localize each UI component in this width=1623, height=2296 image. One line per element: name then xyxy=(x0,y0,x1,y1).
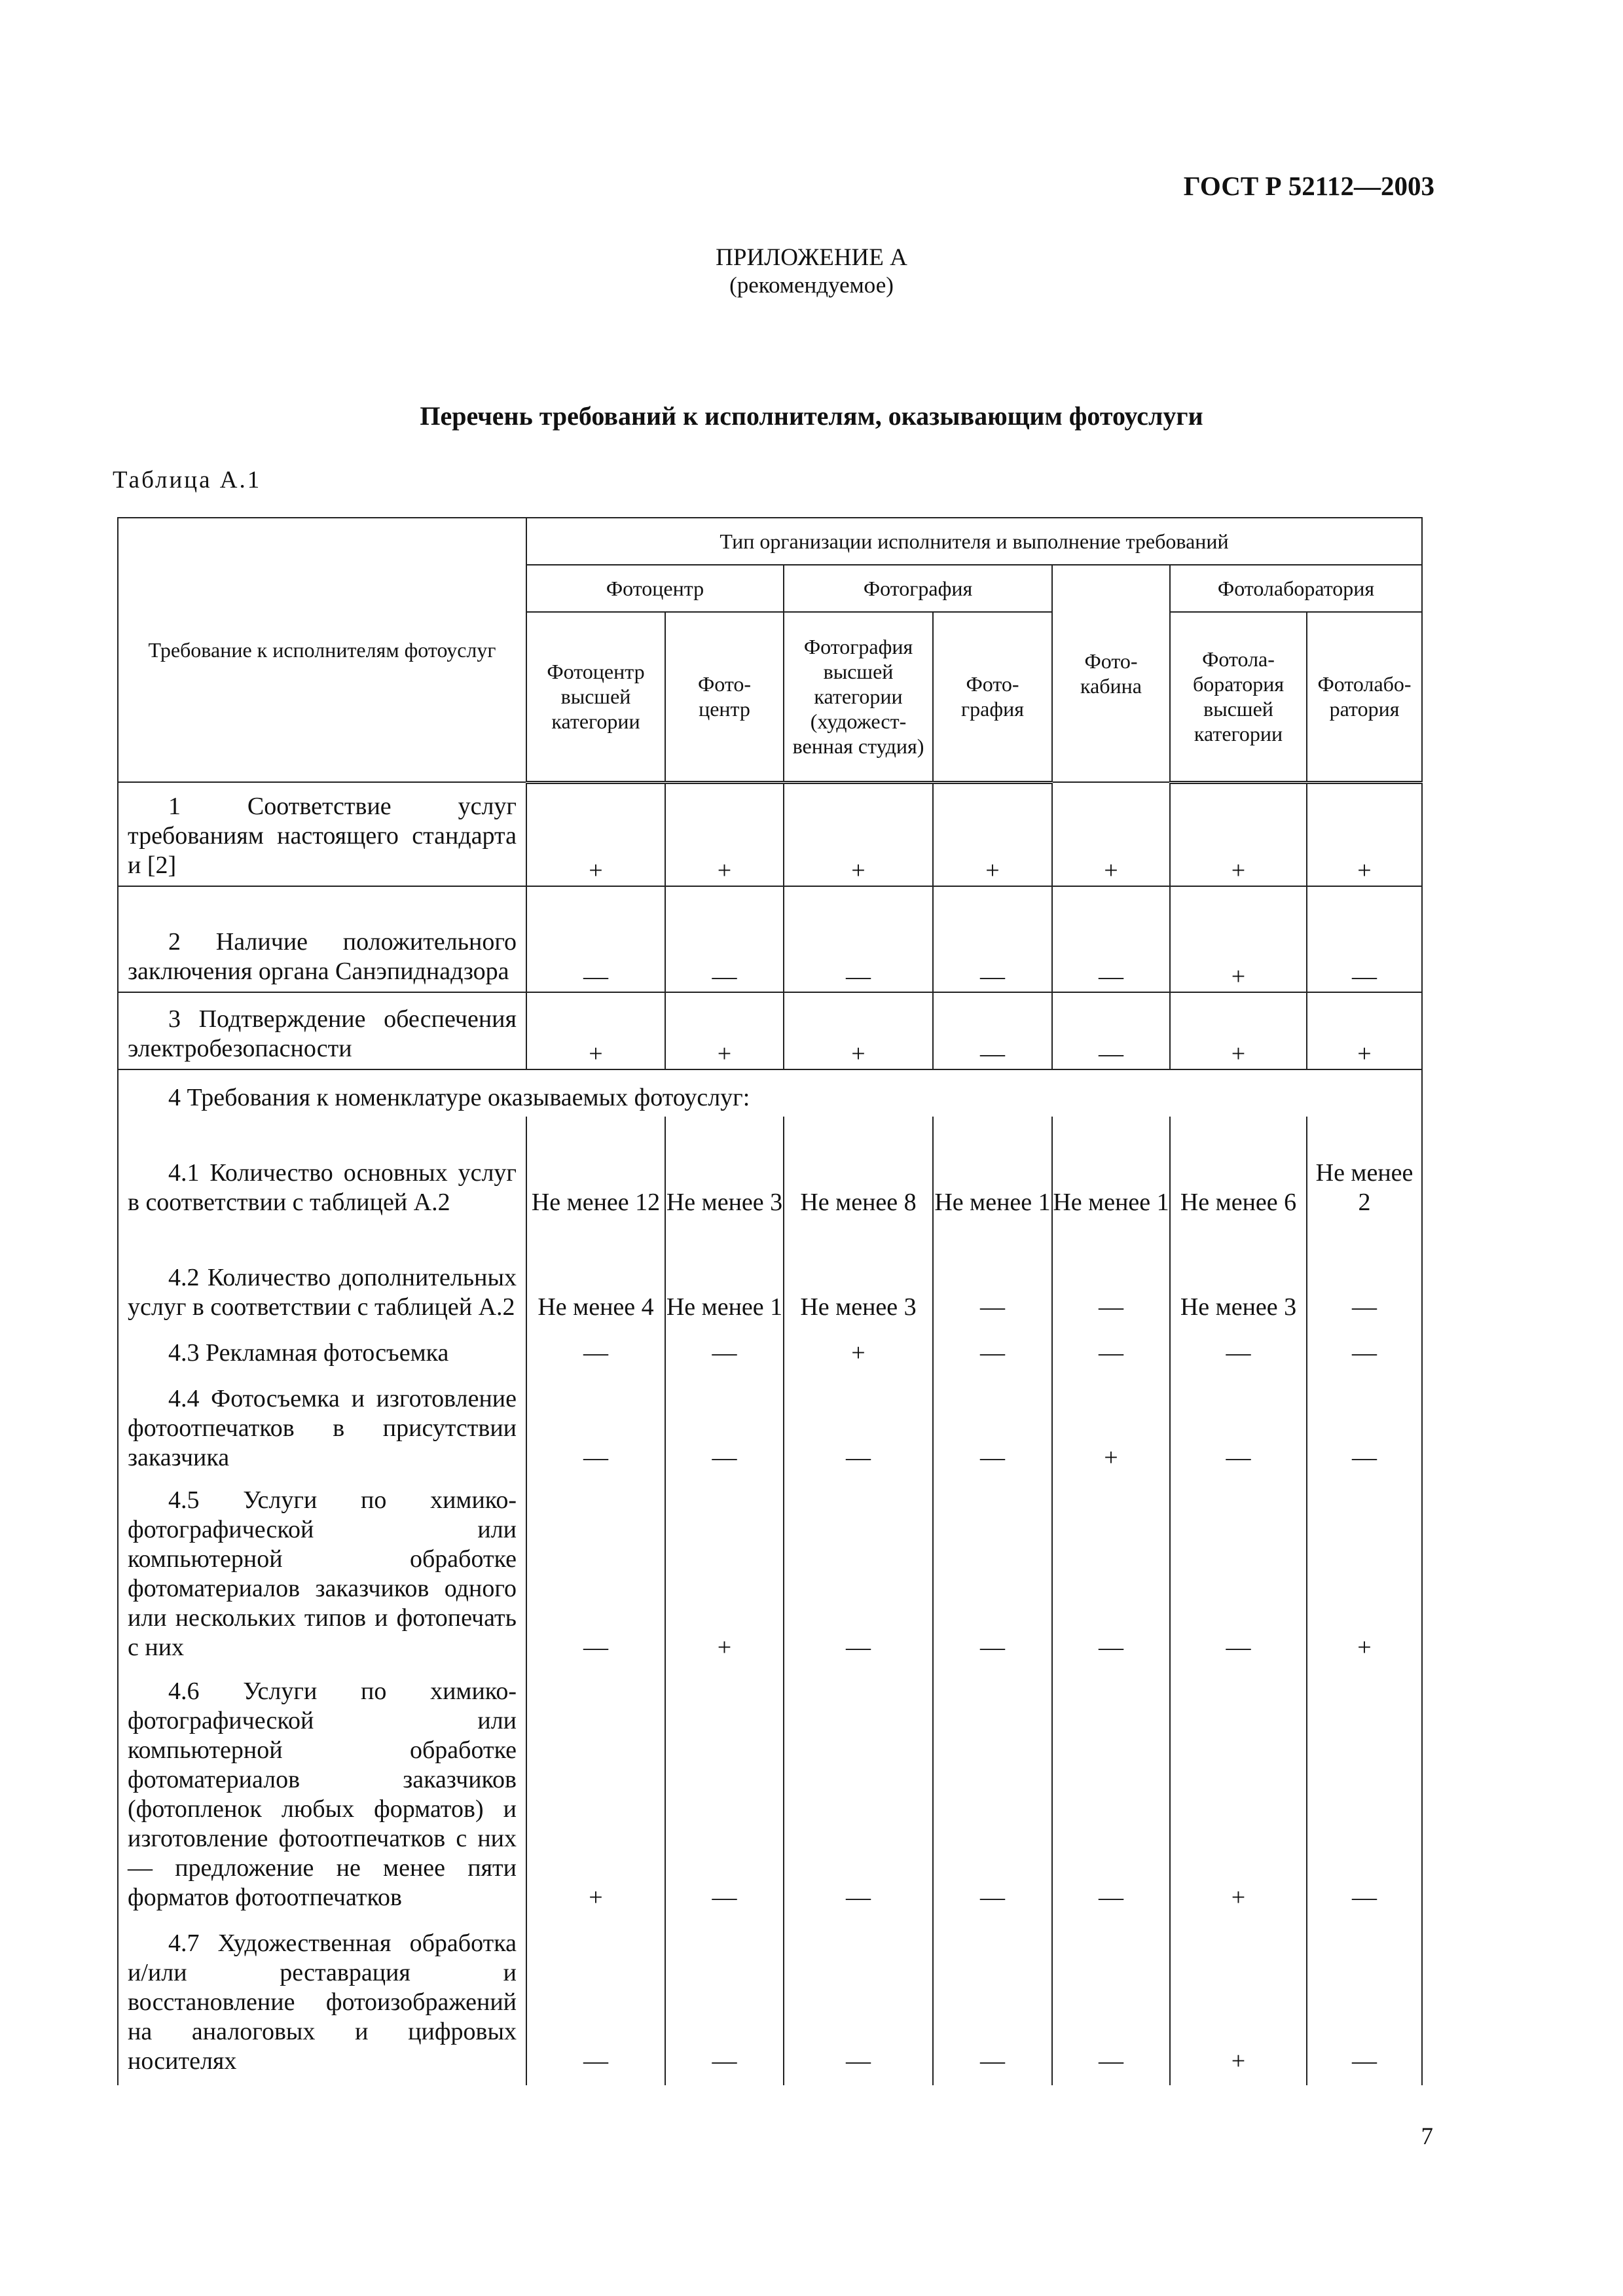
table-cell: — xyxy=(665,1922,784,2085)
header-group-photolab: Фотолаборатория xyxy=(1170,565,1422,612)
table-cell: — xyxy=(1052,992,1170,1069)
table-cell: Не менее 1 xyxy=(1052,1117,1170,1227)
appendix-title: ПРИЛОЖЕНИЕ А xyxy=(716,244,907,271)
header-organization-type: Тип организации исполнителя и выполнение требований xyxy=(526,518,1422,565)
table-cell: Не менее 3 xyxy=(1170,1227,1307,1331)
table-cell: — xyxy=(784,1482,933,1672)
table-cell: — xyxy=(933,886,1052,992)
table-cell: — xyxy=(1052,1227,1170,1331)
header-col-photography: Фото-графия xyxy=(933,612,1052,782)
table-cell: — xyxy=(784,1377,933,1482)
header-col-photolab: Фотолабо-ратория xyxy=(1307,612,1422,782)
table-row-2-label: 2 Наличие положительного заключения органа Санэпиднадзора xyxy=(118,886,526,992)
requirements-table xyxy=(117,517,1423,2085)
table-cell: — xyxy=(526,1482,665,1672)
table-cell: + xyxy=(1170,1922,1307,2085)
table-cell: + xyxy=(1170,782,1307,886)
table-cell: — xyxy=(933,1331,1052,1377)
table-cell: + xyxy=(784,992,933,1069)
table-cell: — xyxy=(933,1922,1052,2085)
header-photobooth: Фото-кабина xyxy=(1052,565,1170,782)
table-cell: — xyxy=(784,1672,933,1922)
table-cell: — xyxy=(526,886,665,992)
table-cell: — xyxy=(784,886,933,992)
table-row-3-label: 3 Подтверждение обеспечения электробезопасности xyxy=(118,992,526,1069)
table-cell: — xyxy=(1307,1331,1422,1377)
table-label: Таблица А.1 xyxy=(113,467,262,493)
table-row-4-2-label: 4.2 Количество дополнительных услуг в соответствии с таблицей А.2 xyxy=(118,1227,526,1331)
table-cell: — xyxy=(1052,1482,1170,1672)
table-cell: — xyxy=(1052,1922,1170,2085)
table-cell: — xyxy=(665,1672,784,1922)
header-col-photocenter: Фото-центр xyxy=(665,612,784,782)
page-number: 7 xyxy=(1421,2123,1433,2150)
table-cell: + xyxy=(1170,886,1307,992)
table-cell: Не менее 1 xyxy=(933,1117,1052,1227)
table-row-4-1-label: 4.1 Количество основных услуг в соответствии с таблицей А.2 xyxy=(118,1117,526,1227)
table-cell: + xyxy=(665,782,784,886)
table-cell: — xyxy=(1170,1331,1307,1377)
table-cell: Не менее 6 xyxy=(1170,1117,1307,1227)
table-cell: — xyxy=(665,886,784,992)
header-group-photocenter: Фотоцентр xyxy=(526,565,784,612)
header-col-photocenter-top: Фотоцентр высшей категории xyxy=(526,612,665,782)
table-cell: — xyxy=(1052,1331,1170,1377)
table-row-4-6-label: 4.6 Услуги по химико-фотографической или компьютерной обработке фотоматериалов заказчиков (фотопленок любых форматов) и изготовление фотоотпечатков с них — предложение не менее пяти форматов фотоотпечатков xyxy=(118,1672,526,1922)
table-cell: + xyxy=(1170,992,1307,1069)
table-cell: Не менее 1 xyxy=(665,1227,784,1331)
table-cell: Не менее 3 xyxy=(784,1227,933,1331)
table-cell: + xyxy=(1307,992,1422,1069)
section-heading: Перечень требований к исполнителям, оказывающим фотоуслуги xyxy=(420,401,1203,431)
table-row-4-3-label: 4.3 Рекламная фотосъемка xyxy=(118,1331,526,1377)
table-cell: + xyxy=(665,1482,784,1672)
table-cell: Не менее 4 xyxy=(526,1227,665,1331)
table-row-4-4-label: 4.4 Фотосъемка и изготовление фотоотпечатков в присутствии заказчика xyxy=(118,1377,526,1482)
table-cell: — xyxy=(784,1922,933,2085)
table-cell: + xyxy=(526,992,665,1069)
table-cell: + xyxy=(1307,782,1422,886)
table-cell: — xyxy=(526,1377,665,1482)
table-cell: — xyxy=(933,1377,1052,1482)
table-cell: — xyxy=(933,1227,1052,1331)
table-cell: — xyxy=(1307,1922,1422,2085)
header-col-photolab-top: Фотола-боратория высшей категории xyxy=(1170,612,1307,782)
table-cell: + xyxy=(1052,782,1170,886)
table-cell: — xyxy=(665,1331,784,1377)
table-cell: Не менее 3 xyxy=(665,1117,784,1227)
table-cell: — xyxy=(665,1377,784,1482)
table-row-1-label: 1 Соответствие услуг требованиям настоящего стандарта и [2] xyxy=(118,782,526,886)
table-cell: — xyxy=(1170,1482,1307,1672)
table-cell: + xyxy=(526,1672,665,1922)
table-cell: — xyxy=(933,1672,1052,1922)
table-cell: + xyxy=(1307,1482,1422,1672)
table-cell: — xyxy=(1307,1227,1422,1331)
table-cell: + xyxy=(665,992,784,1069)
table-cell: Не менее 8 xyxy=(784,1117,933,1227)
table-cell: + xyxy=(784,782,933,886)
document-code: ГОСТ Р 52112—2003 xyxy=(1183,171,1434,201)
table-cell: — xyxy=(933,1482,1052,1672)
table-cell: Не менее 12 xyxy=(526,1117,665,1227)
table-cell: Не менее 2 xyxy=(1307,1117,1422,1227)
table-cell: — xyxy=(1307,886,1422,992)
header-col-photography-top: Фотография высшей категории (художест-венная студия) xyxy=(784,612,933,782)
table-row-4-5-label: 4.5 Услуги по химико-фотографической или компьютерной обработке фотоматериалов заказчиков одного или нескольких типов и фотопечать с них xyxy=(118,1482,526,1672)
appendix-subtitle: (рекомендуемое) xyxy=(729,272,894,298)
table-cell: — xyxy=(1052,1672,1170,1922)
header-requirement: Требование к исполнителям фотоуслуг xyxy=(118,518,526,782)
table-cell: — xyxy=(1170,1377,1307,1482)
table-cell: + xyxy=(526,782,665,886)
table-cell: + xyxy=(784,1331,933,1377)
table-cell: + xyxy=(933,782,1052,886)
table-cell: — xyxy=(933,992,1052,1069)
header-group-photography: Фотография xyxy=(784,565,1052,612)
table-cell: — xyxy=(1307,1672,1422,1922)
table-cell: + xyxy=(1170,1672,1307,1922)
table-cell: + xyxy=(1052,1377,1170,1482)
table-row-4-7-label: 4.7 Художественная обработка и/или реставрация и восстановление фотоизображений на аналоговых и цифровых носителях xyxy=(118,1922,526,2085)
table-cell: — xyxy=(1307,1377,1422,1482)
table-cell: — xyxy=(526,1331,665,1377)
section-4-title: 4 Требования к номенклатуре оказываемых фотоуслуг: xyxy=(118,1069,1422,1117)
table-cell: — xyxy=(1052,886,1170,992)
table-cell: — xyxy=(526,1922,665,2085)
